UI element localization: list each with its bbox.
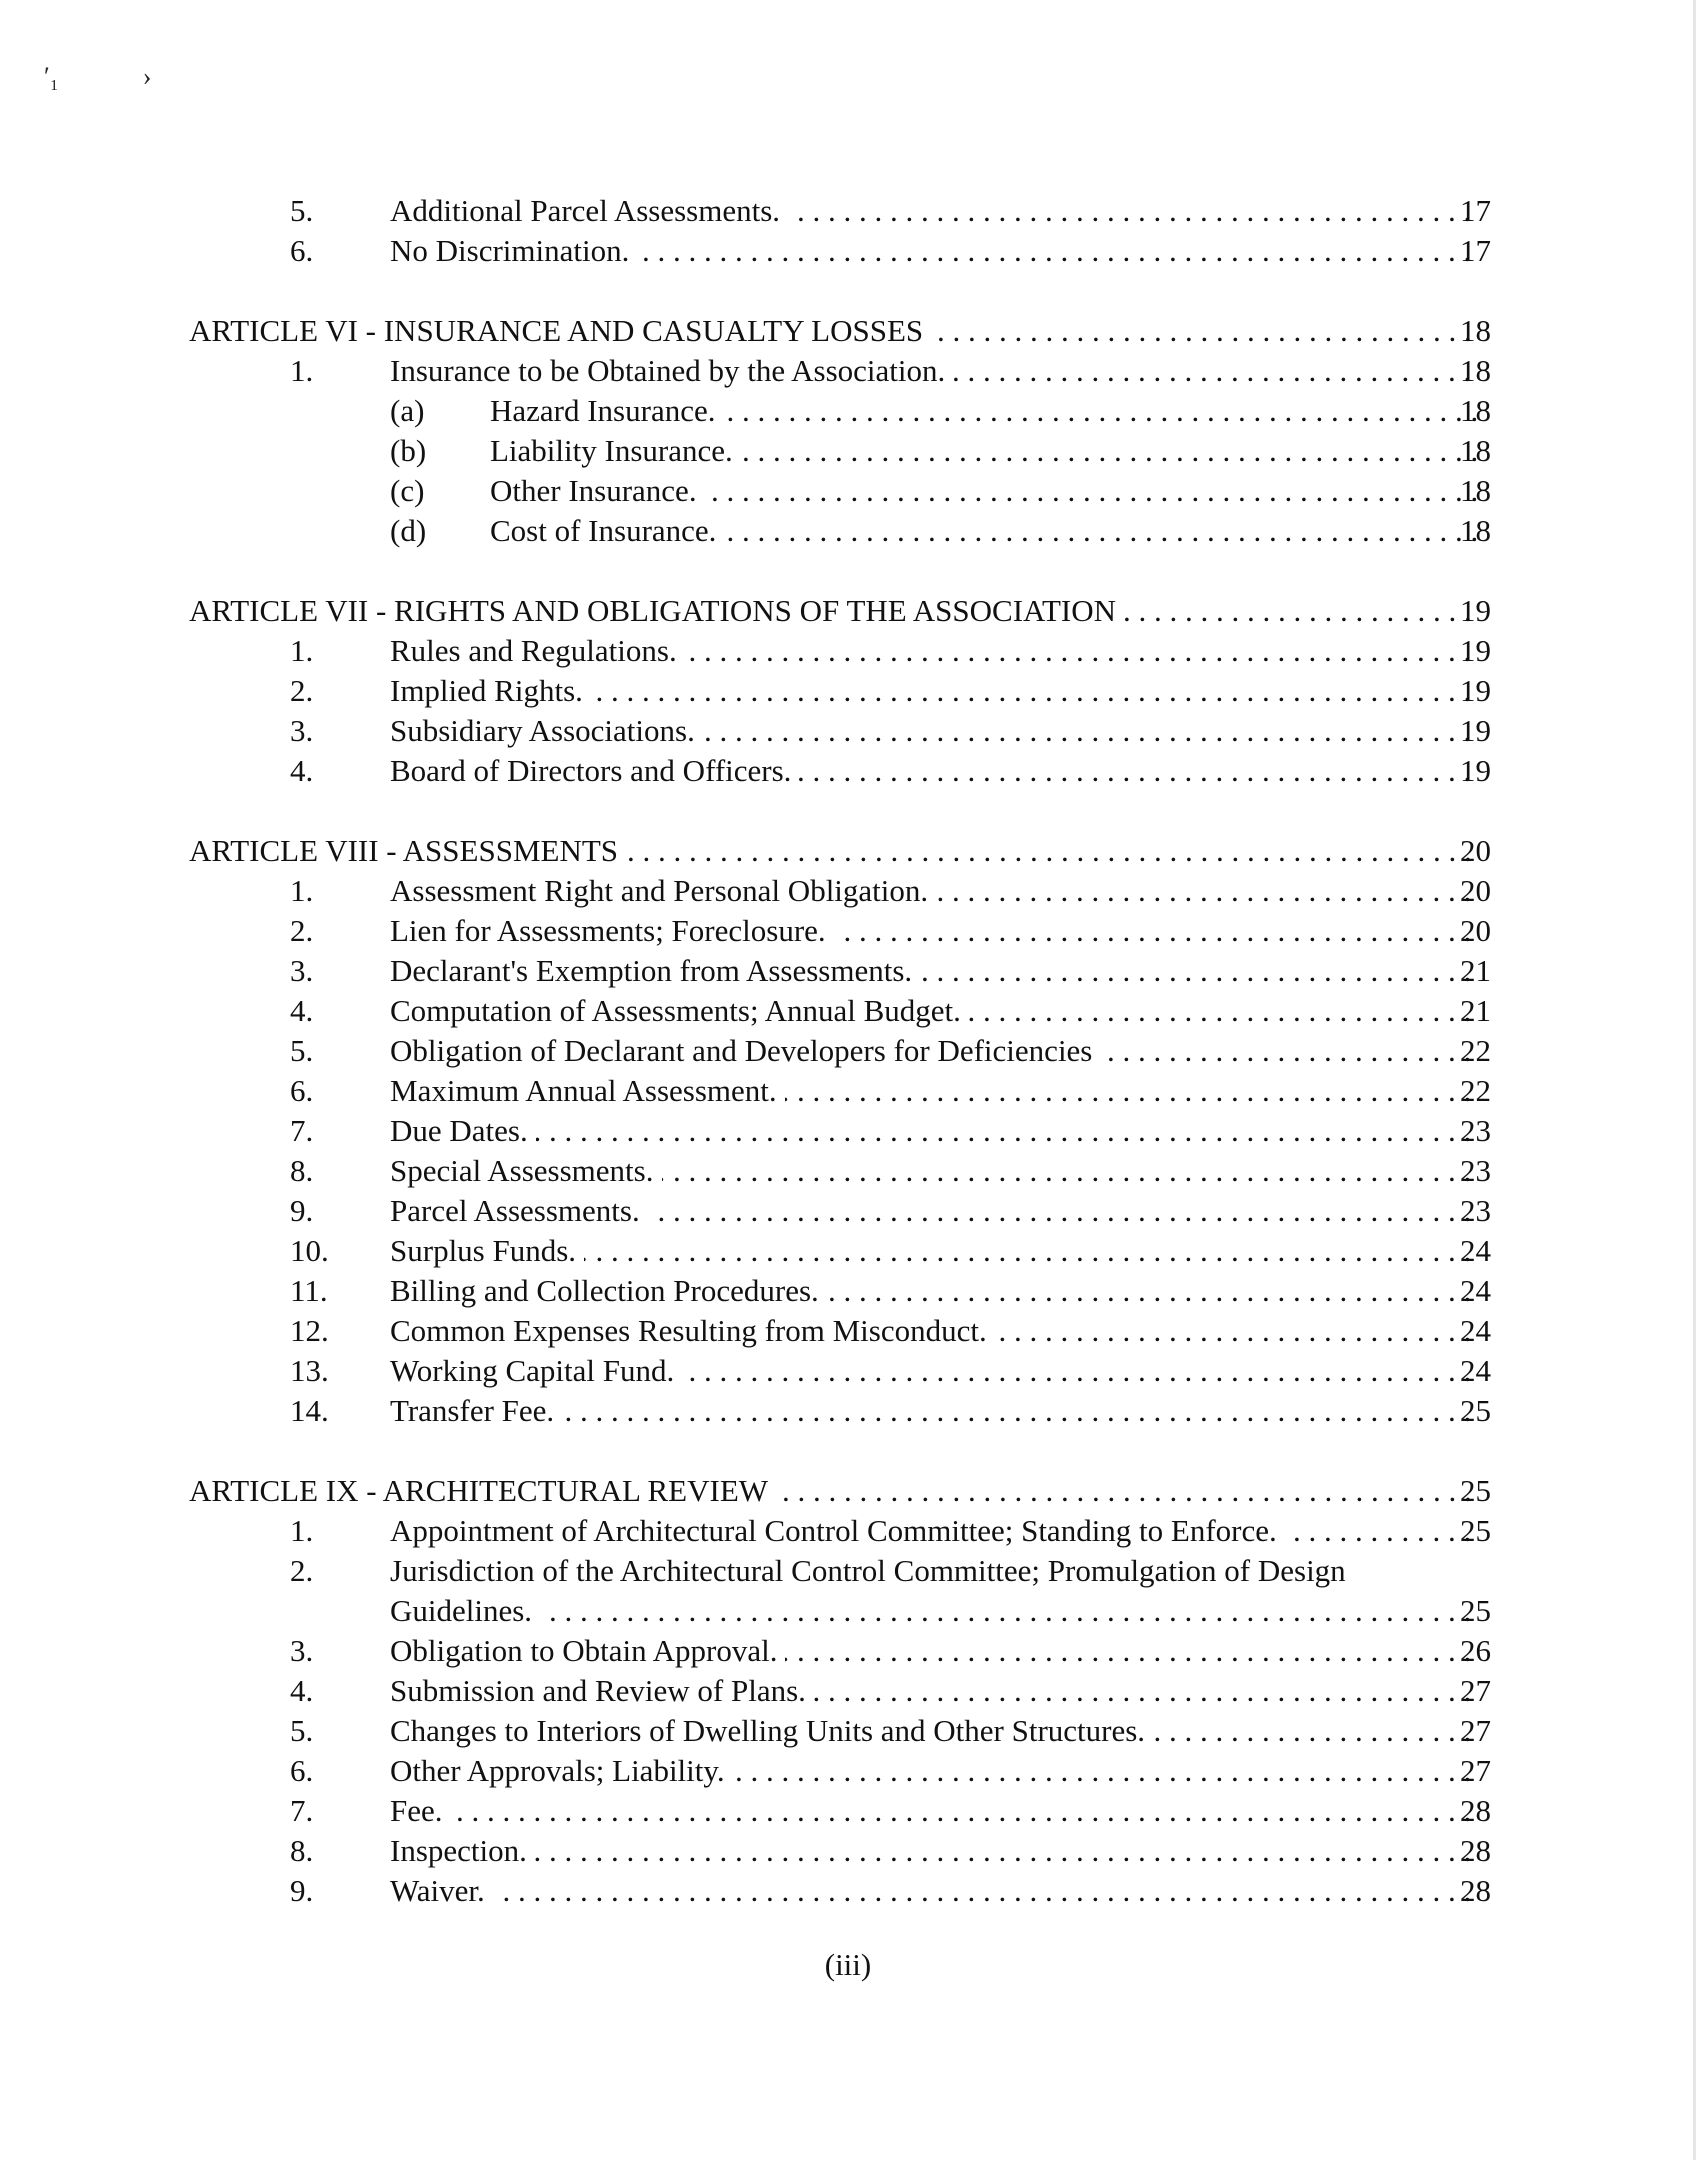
toc-number: 2. bbox=[290, 913, 314, 948]
toc-page-number: 19 bbox=[1460, 633, 1491, 668]
toc-leader bbox=[189, 311, 1479, 351]
toc-entry bbox=[0, 351, 1696, 391]
toc-title: Billing and Collection Procedures. bbox=[390, 1273, 827, 1308]
toc-page-number: 27 bbox=[1460, 1713, 1491, 1748]
toc-title: Fee. bbox=[390, 1793, 451, 1828]
toc-page-number: 28 bbox=[1460, 1873, 1491, 1908]
toc-leader bbox=[390, 1231, 1479, 1271]
toc-entry bbox=[0, 711, 1696, 751]
toc-title: No Discrimination. bbox=[390, 233, 637, 268]
toc-title: Computation of Assessments; Annual Budget. bbox=[390, 993, 969, 1028]
toc-entry bbox=[0, 231, 1696, 271]
toc-page-number: 23 bbox=[1460, 1113, 1491, 1148]
toc-leader bbox=[390, 1271, 1479, 1311]
toc-page-number: 28 bbox=[1460, 1833, 1491, 1868]
toc-entry bbox=[0, 1271, 1696, 1311]
toc-number: 5. bbox=[290, 1713, 314, 1748]
toc-subentry bbox=[0, 471, 1696, 511]
toc-leader bbox=[390, 1351, 1479, 1391]
toc-leader bbox=[390, 1191, 1479, 1231]
toc-letter: (c) bbox=[390, 473, 425, 508]
toc-title: Due Dates. bbox=[390, 1113, 536, 1148]
toc-leader bbox=[390, 1791, 1479, 1831]
toc-entry bbox=[0, 751, 1696, 791]
toc-number: 7. bbox=[290, 1113, 314, 1148]
toc-page-number: 23 bbox=[1460, 1193, 1491, 1228]
toc-title-line-1: Jurisdiction of the Architectural Control Committee; Promulgation of Design bbox=[390, 1553, 1346, 1588]
toc-number: 1. bbox=[290, 1513, 314, 1548]
toc-title: Implied Rights. bbox=[390, 673, 591, 708]
toc-title: Inspection. bbox=[390, 1833, 535, 1868]
toc-number: 11. bbox=[290, 1273, 328, 1308]
article-title: ARTICLE IX - ARCHITECTURAL REVIEW bbox=[189, 1473, 776, 1508]
toc-number: 4. bbox=[290, 753, 314, 788]
toc-page-number: 19 bbox=[1460, 753, 1491, 788]
toc-entry bbox=[0, 1191, 1696, 1231]
toc-title: Transfer Fee. bbox=[390, 1393, 562, 1428]
toc-title: Lien for Assessments; Foreclosure. bbox=[390, 913, 834, 948]
toc-leader bbox=[490, 471, 1479, 511]
toc-entry bbox=[0, 1071, 1696, 1111]
toc-page-number: 19 bbox=[1460, 593, 1491, 628]
toc-leader bbox=[390, 1071, 1479, 1111]
toc-page-number: 18 bbox=[1460, 353, 1491, 388]
toc-leader bbox=[390, 911, 1479, 951]
toc-number: 2. bbox=[290, 673, 314, 708]
toc-leader bbox=[189, 1471, 1479, 1511]
page-footer-number: (iii) bbox=[824, 1947, 872, 1982]
toc-subentry bbox=[0, 391, 1696, 431]
toc-number: 6. bbox=[290, 233, 314, 268]
toc-article-heading bbox=[0, 1471, 1696, 1511]
toc-letter: (d) bbox=[390, 513, 427, 548]
toc-page-number: 25 bbox=[1460, 1593, 1491, 1628]
toc-leader bbox=[490, 511, 1479, 551]
toc-number: 5. bbox=[290, 1033, 314, 1068]
toc-entry bbox=[0, 1031, 1696, 1071]
toc-page-number: 24 bbox=[1460, 1353, 1491, 1388]
toc-number: 8. bbox=[290, 1153, 314, 1188]
toc-subentry bbox=[0, 431, 1696, 471]
toc-leader bbox=[390, 191, 1479, 231]
toc-entry-continuation bbox=[0, 1591, 1696, 1631]
toc-page-number: 19 bbox=[1460, 673, 1491, 708]
toc-number: 7. bbox=[290, 1793, 314, 1828]
toc-title: Rules and Regulations. bbox=[390, 633, 685, 668]
toc-page-number: 18 bbox=[1460, 393, 1491, 428]
toc-entry bbox=[0, 1351, 1696, 1391]
scan-mark-right: › bbox=[142, 62, 152, 91]
article-title: ARTICLE VI - INSURANCE AND CASUALTY LOSSES bbox=[189, 313, 931, 348]
toc-article-heading bbox=[0, 831, 1696, 871]
toc-title: Board of Directors and Officers. bbox=[390, 753, 799, 788]
toc-number: 4. bbox=[290, 1673, 314, 1708]
toc-number: 10. bbox=[290, 1233, 329, 1268]
toc-entry bbox=[0, 911, 1696, 951]
toc-entry bbox=[0, 1231, 1696, 1271]
toc-entry bbox=[0, 1391, 1696, 1431]
toc-leader bbox=[490, 391, 1479, 431]
toc-page-number: 18 bbox=[1460, 473, 1491, 508]
toc-title: Parcel Assessments. bbox=[390, 1193, 648, 1228]
toc-number: 1. bbox=[290, 633, 314, 668]
toc-entry bbox=[0, 1711, 1696, 1751]
toc-title-line-2: Guidelines. bbox=[390, 1593, 540, 1628]
toc-entry bbox=[0, 671, 1696, 711]
toc-title: Liability Insurance. bbox=[490, 433, 741, 468]
toc-leader bbox=[390, 871, 1479, 911]
toc-page-number: 25 bbox=[1460, 1513, 1491, 1548]
toc-leader bbox=[390, 1831, 1479, 1871]
toc-title: Waiver. bbox=[390, 1873, 493, 1908]
toc-entry bbox=[0, 1751, 1696, 1791]
toc-number: 3. bbox=[290, 1633, 314, 1668]
toc-page-number: 20 bbox=[1460, 833, 1491, 868]
toc-page-number: 24 bbox=[1460, 1233, 1491, 1268]
article-title: ARTICLE VII - RIGHTS AND OBLIGATIONS OF THE ASSOCIATION bbox=[189, 593, 1124, 628]
toc-page-number: 19 bbox=[1460, 713, 1491, 748]
toc-title: Other Approvals; Liability. bbox=[390, 1753, 733, 1788]
toc-leader bbox=[390, 1511, 1479, 1551]
toc-entry bbox=[0, 1111, 1696, 1151]
toc-number: 14. bbox=[290, 1393, 329, 1428]
toc-title: Cost of Insurance. bbox=[490, 513, 724, 548]
toc-number: 1. bbox=[290, 873, 314, 908]
toc-title: Insurance to be Obtained by the Association. bbox=[390, 353, 953, 388]
toc-entry bbox=[0, 1511, 1696, 1551]
toc-title: Working Capital Fund. bbox=[390, 1353, 682, 1388]
toc-title: Surplus Funds. bbox=[390, 1233, 584, 1268]
toc-title: Subsidiary Associations. bbox=[390, 713, 703, 748]
toc-page-number: 22 bbox=[1460, 1033, 1491, 1068]
toc-leader bbox=[390, 1711, 1479, 1751]
toc-page-number: 18 bbox=[1460, 433, 1491, 468]
toc-number: 4. bbox=[290, 993, 314, 1028]
toc-entry bbox=[0, 1631, 1696, 1671]
toc-page-number: 20 bbox=[1460, 913, 1491, 948]
toc-page-number: 17 bbox=[1460, 233, 1491, 268]
toc-leader bbox=[390, 711, 1479, 751]
article-title: ARTICLE VIII - ASSESSMENTS bbox=[189, 833, 626, 868]
toc-leader bbox=[390, 1871, 1479, 1911]
toc-page-number: 20 bbox=[1460, 873, 1491, 908]
toc-leader bbox=[390, 1391, 1479, 1431]
toc-number: 13. bbox=[290, 1353, 329, 1388]
toc-title: Obligation of Declarant and Developers for Deficiencies bbox=[390, 1033, 1100, 1068]
toc-leader bbox=[390, 1751, 1479, 1791]
toc-entry-wrapped bbox=[0, 1551, 1696, 1591]
toc-page-number: 25 bbox=[1460, 1473, 1491, 1508]
toc-page-number: 18 bbox=[1460, 313, 1491, 348]
toc-page-number: 26 bbox=[1460, 1633, 1491, 1668]
toc-number: 8. bbox=[290, 1833, 314, 1868]
toc-subentry bbox=[0, 511, 1696, 551]
toc-number: 1. bbox=[290, 353, 314, 388]
toc-leader bbox=[390, 1591, 1479, 1631]
toc-page-number: 27 bbox=[1460, 1673, 1491, 1708]
table-of-contents bbox=[0, 191, 1696, 1911]
toc-title: Changes to Interiors of Dwelling Units and Other Structures. bbox=[390, 1713, 1153, 1748]
toc-number: 5. bbox=[290, 193, 314, 228]
toc-leader bbox=[390, 1151, 1479, 1191]
toc-page-number: 27 bbox=[1460, 1753, 1491, 1788]
toc-leader bbox=[390, 991, 1479, 1031]
toc-leader bbox=[390, 951, 1479, 991]
toc-page-number: 24 bbox=[1460, 1273, 1491, 1308]
toc-title: Hazard Insurance. bbox=[490, 393, 723, 428]
toc-page-number: 18 bbox=[1460, 513, 1491, 548]
toc-number: 9. bbox=[290, 1193, 314, 1228]
toc-number: 3. bbox=[290, 953, 314, 988]
scan-mark-left: ′₁ bbox=[44, 62, 59, 91]
toc-letter: (a) bbox=[390, 393, 425, 428]
toc-entry bbox=[0, 871, 1696, 911]
toc-entry bbox=[0, 1311, 1696, 1351]
toc-entry bbox=[0, 1871, 1696, 1911]
toc-page-number: 17 bbox=[1460, 193, 1491, 228]
toc-page-number: 21 bbox=[1460, 953, 1491, 988]
toc-article-heading bbox=[0, 591, 1696, 631]
toc-number: 3. bbox=[290, 713, 314, 748]
toc-entry bbox=[0, 1151, 1696, 1191]
toc-page-number: 22 bbox=[1460, 1073, 1491, 1108]
toc-entry bbox=[0, 1671, 1696, 1711]
toc-number: 9. bbox=[290, 1873, 314, 1908]
toc-page-number: 28 bbox=[1460, 1793, 1491, 1828]
toc-title: Common Expenses Resulting from Misconduct. bbox=[390, 1313, 995, 1348]
toc-entry bbox=[0, 951, 1696, 991]
toc-page-number: 24 bbox=[1460, 1313, 1491, 1348]
toc-number: 2. bbox=[290, 1553, 314, 1588]
toc-title: Appointment of Architectural Control Committee; Standing to Enforce. bbox=[390, 1513, 1285, 1548]
toc-leader bbox=[390, 671, 1479, 711]
toc-page-number: 21 bbox=[1460, 993, 1491, 1028]
toc-leader bbox=[390, 1031, 1479, 1071]
toc-title: Declarant's Exemption from Assessments. bbox=[390, 953, 920, 988]
toc-leader bbox=[390, 751, 1479, 791]
toc-entry bbox=[0, 1831, 1696, 1871]
toc-leader bbox=[390, 1631, 1479, 1671]
toc-title: Submission and Review of Plans. bbox=[390, 1673, 814, 1708]
toc-leader bbox=[390, 1111, 1479, 1151]
toc-leader bbox=[490, 431, 1479, 471]
toc-leader bbox=[390, 1671, 1479, 1711]
toc-letter: (b) bbox=[390, 433, 427, 468]
toc-number: 6. bbox=[290, 1753, 314, 1788]
toc-number: 6. bbox=[290, 1073, 314, 1108]
toc-title: Other Insurance. bbox=[490, 473, 705, 508]
toc-page-number: 25 bbox=[1460, 1393, 1491, 1428]
toc-leader bbox=[189, 831, 1479, 871]
toc-page-number: 23 bbox=[1460, 1153, 1491, 1188]
toc-leader bbox=[390, 1311, 1479, 1351]
toc-title: Additional Parcel Assessments. bbox=[390, 193, 788, 228]
toc-article-heading bbox=[0, 311, 1696, 351]
toc-leader bbox=[390, 351, 1479, 391]
toc-entry bbox=[0, 1791, 1696, 1831]
toc-title: Assessment Right and Personal Obligation. bbox=[390, 873, 936, 908]
scan-marks bbox=[44, 62, 151, 92]
toc-number: 12. bbox=[290, 1313, 329, 1348]
toc-entry bbox=[0, 631, 1696, 671]
toc-entry bbox=[0, 191, 1696, 231]
toc-title: Maximum Annual Assessment. bbox=[390, 1073, 785, 1108]
toc-title: Obligation to Obtain Approval. bbox=[390, 1633, 785, 1668]
toc-leader bbox=[189, 591, 1479, 631]
toc-leader bbox=[390, 231, 1479, 271]
toc-entry bbox=[0, 991, 1696, 1031]
toc-title: Special Assessments. bbox=[390, 1153, 662, 1188]
toc-leader bbox=[390, 631, 1479, 671]
